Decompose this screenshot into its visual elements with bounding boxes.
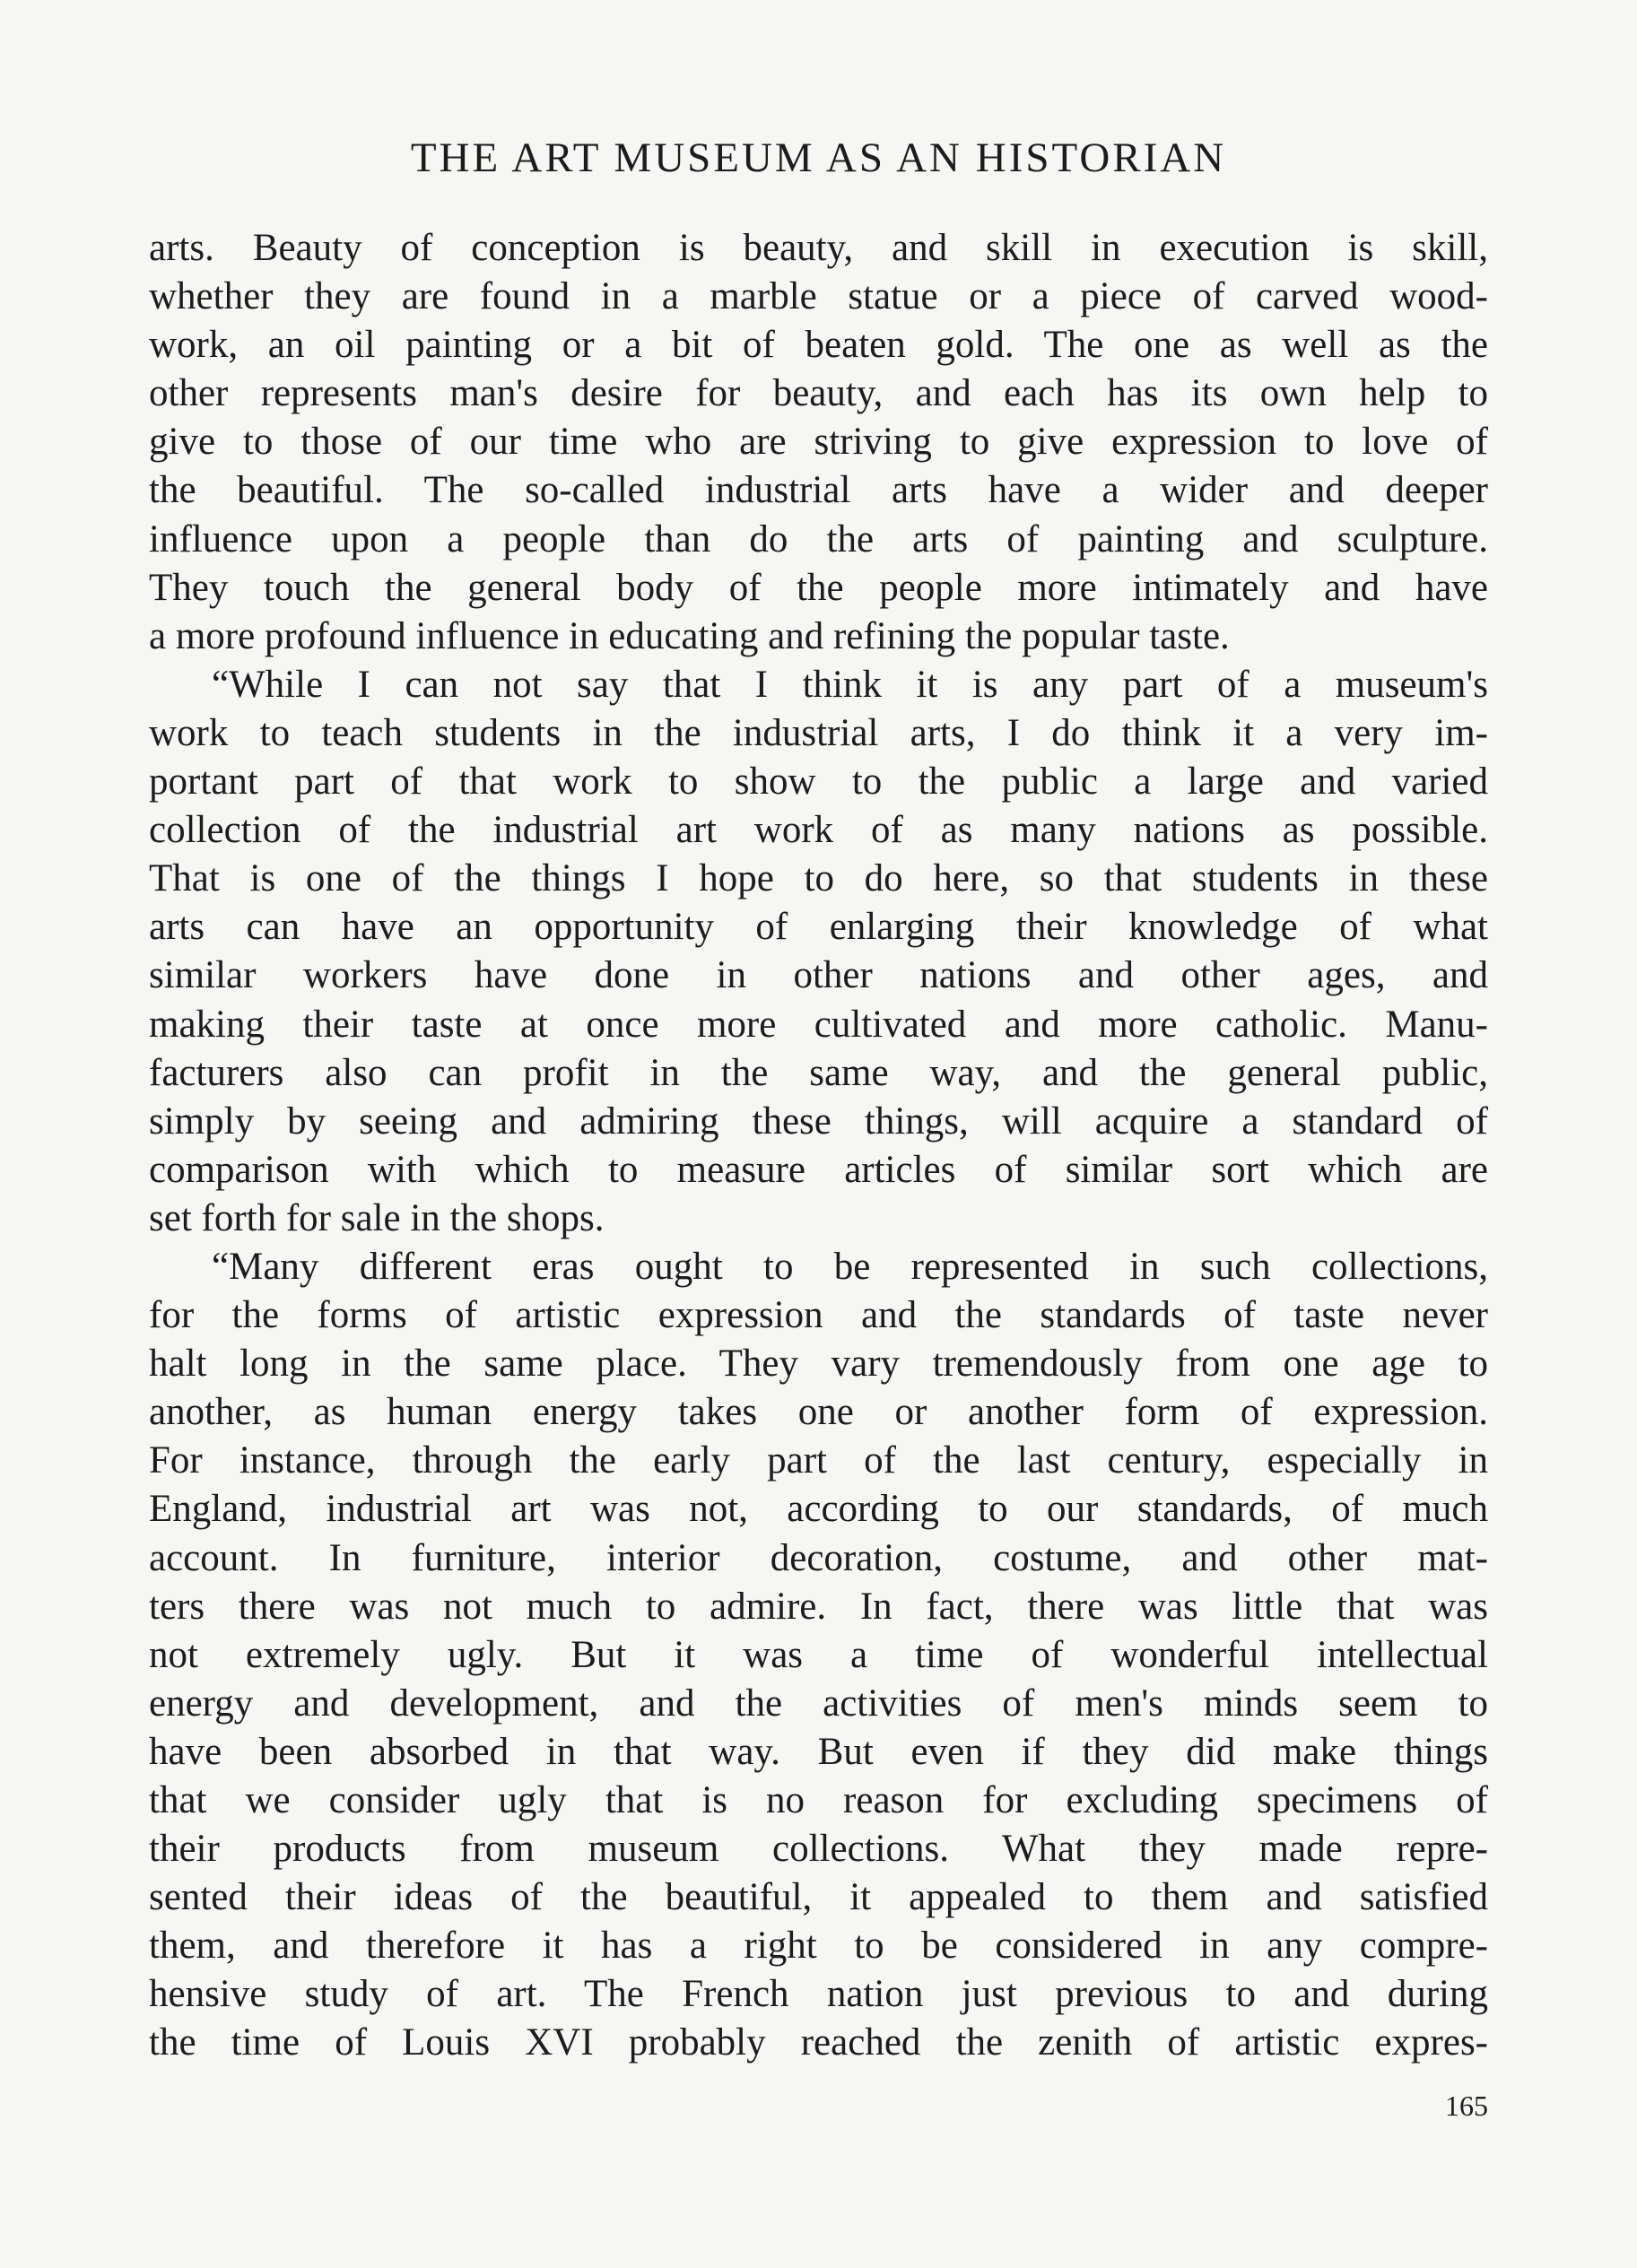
text-line: energy and development, and the activities of men's minds seem to [149, 1681, 1488, 1725]
running-head: THE ART MUSEUM AS AN HISTORIAN [410, 135, 1227, 181]
text-line: the time of Louis XVI probably reached the zenith of artistic expres- [149, 2021, 1488, 2064]
text-line: simply by seeing and admiring these things, will acquire a standard of [149, 1099, 1488, 1143]
text-line: set forth for sale in the shops. [149, 1196, 605, 1239]
text-line: They touch the general body of the people more intimately and have [149, 566, 1488, 609]
text-line: portant part of that work to show to the public a large and varied [149, 760, 1488, 804]
text-line: collection of the industrial art work of as many nations as possible. [149, 809, 1488, 852]
text-line: sented their ideas of the beautiful, it appealed to them and satisfied [149, 1876, 1488, 1919]
text-line: For instance, through the early part of the last century, especially in [149, 1439, 1488, 1482]
paragraph [149, 661, 1488, 1243]
text-line: hensive study of art. The French nation just previous to and during [149, 1973, 1488, 2016]
paragraph [149, 1243, 1488, 2068]
text-line: a more profound influence in educating and refining the popular taste. [149, 614, 1230, 657]
text-line: not extremely ugly. But it was a time of wonderful intellectual [149, 1633, 1488, 1676]
text-line: that we consider ugly that is no reason for excluding specimens of [149, 1779, 1488, 1821]
text-line: another, as human energy takes one or another form of expression. [149, 1391, 1488, 1434]
paragraph [149, 224, 1488, 661]
text-line: England, industrial art was not, according to our standards, of much [149, 1488, 1488, 1531]
text-line: halt long in the same place. They vary tremendously from one age to [149, 1343, 1488, 1386]
text-line: them, and therefore it has a right to be considered in any compre- [149, 1925, 1488, 1968]
text-line: “Many different eras ought to be represented in such collections, [212, 1245, 1488, 1288]
text-line: their products from museum collections. What they made repre- [149, 1828, 1488, 1871]
text-line: account. In furniture, interior decoration, costume, and other mat- [149, 1536, 1488, 1579]
text-line: arts can have an opportunity of enlarging their knowledge of what [149, 906, 1488, 949]
text-line: work, an oil painting or a bit of beaten gold. The one as well as the [149, 324, 1488, 367]
text-line: give to those of our time who are striving to give expression to love of [149, 421, 1488, 464]
text-line: have been absorbed in that way. But even if they did make things [149, 1730, 1488, 1773]
text-line: making their taste at once more cultivated and more catholic. Manu- [149, 1003, 1488, 1046]
text-line: the beautiful. The so-called industrial arts have a wider and deeper [149, 469, 1488, 512]
page-number: 165 [1445, 2090, 1488, 2122]
text-line: for the forms of artistic expression and the standards of taste never [149, 1294, 1488, 1337]
text-line: “While I can not say that I think it is any part of a museum's [212, 663, 1488, 706]
text-line: comparison with which to measure articles of similar sort which are [149, 1148, 1488, 1191]
text-line: facturers also can profit in the same way, and the general public, [149, 1051, 1488, 1094]
text-line: similar workers have done in other nations and other ages, and [149, 954, 1488, 997]
text-line: influence upon a people than do the arts of painting and sculpture. [149, 517, 1488, 560]
body-text [149, 224, 1488, 2068]
text-line: That is one of the things I hope to do here, so that students in these [149, 857, 1488, 900]
text-line: whether they are found in a marble statue or a piece of carved wood- [149, 275, 1488, 318]
text-line: work to teach students in the industrial arts, I do think it a very im- [149, 711, 1488, 754]
text-line: ters there was not much to admire. In fact, there was little that was [149, 1585, 1488, 1628]
text-line: other represents man's desire for beauty, and each has its own help to [149, 372, 1488, 415]
text-line: arts. Beauty of conception is beauty, and skill in execution is skill, [149, 227, 1488, 269]
